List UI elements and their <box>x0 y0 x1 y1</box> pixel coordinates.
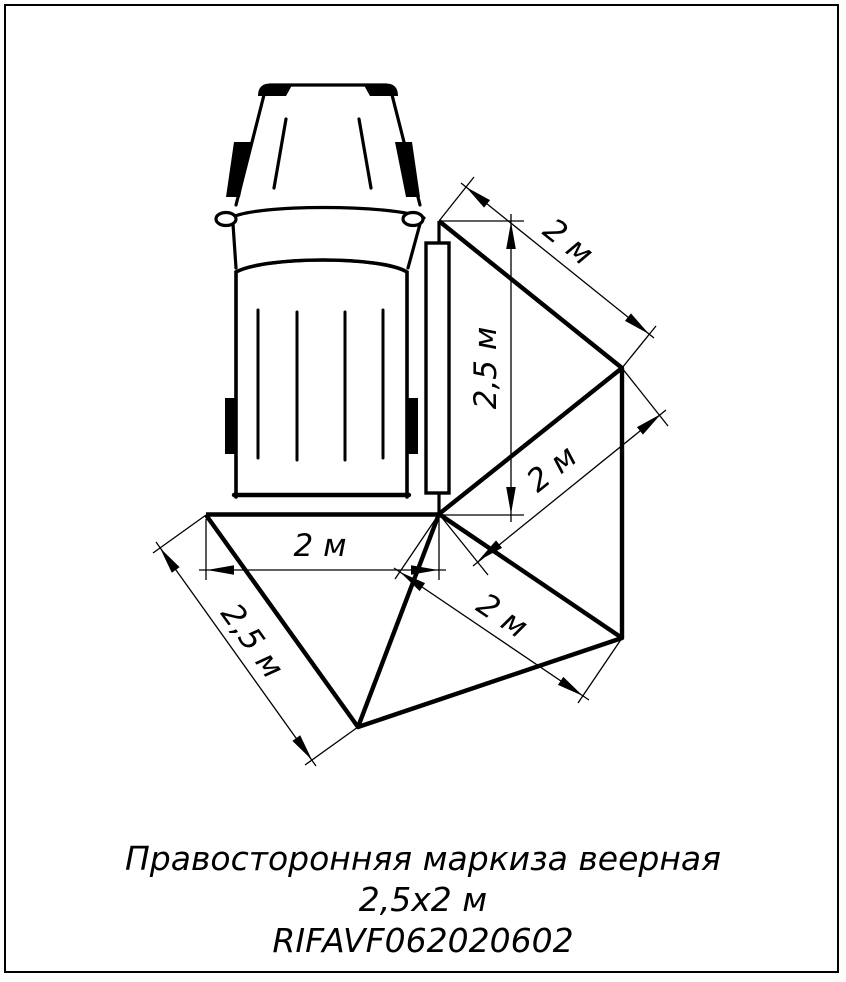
arrowhead <box>463 183 490 207</box>
extension-line <box>622 368 668 426</box>
vehicle-top-view <box>216 83 424 497</box>
arrowhead <box>156 545 180 573</box>
dimension-label: 2,5 м <box>468 326 504 410</box>
awning-case <box>426 243 449 493</box>
caption-title: Правосторонняя маркиза веерная <box>124 839 721 878</box>
extension-line <box>578 638 622 703</box>
arrowhead <box>506 487 516 514</box>
windshield-top-edge <box>231 208 424 219</box>
rear-wheel-right <box>406 398 418 454</box>
extension-line <box>622 326 656 368</box>
extension-line <box>153 515 206 553</box>
extension-line <box>305 727 358 765</box>
dimension-label: 2 м <box>293 528 347 564</box>
roof-outline <box>236 260 407 497</box>
dimension-label: 2 м <box>536 211 600 273</box>
arrowhead <box>292 735 316 763</box>
fan-rib-upper <box>439 368 622 514</box>
arrowhead <box>207 565 234 575</box>
dimension-rear-width <box>199 519 446 580</box>
arrowhead <box>558 677 586 700</box>
caption <box>0 838 846 961</box>
dimension-line <box>156 542 316 766</box>
extension-line <box>439 177 474 221</box>
caption-article: RIFAVF062020602 <box>272 921 574 960</box>
dimensions <box>153 177 668 766</box>
front-wheel-left <box>226 142 251 197</box>
body-side-left <box>233 224 236 268</box>
wiper-left <box>274 119 286 188</box>
caption-size: 2,5x2 м <box>358 880 488 919</box>
front-wheel-right <box>395 142 420 197</box>
dimension-case-length <box>439 214 524 522</box>
body-side-right <box>408 224 420 268</box>
dimension-label: 2 м <box>520 438 584 500</box>
arrowhead <box>411 565 438 575</box>
arrowhead <box>625 313 652 337</box>
arrowhead <box>637 410 664 434</box>
dimension-line <box>473 410 666 566</box>
rear-wheel-left <box>225 398 237 454</box>
wiper-right <box>359 119 371 188</box>
dimension-label: 2 м <box>469 586 535 646</box>
dimension-label: 2,5 м <box>213 596 291 686</box>
fan-rib-back-diagonal <box>358 514 439 727</box>
